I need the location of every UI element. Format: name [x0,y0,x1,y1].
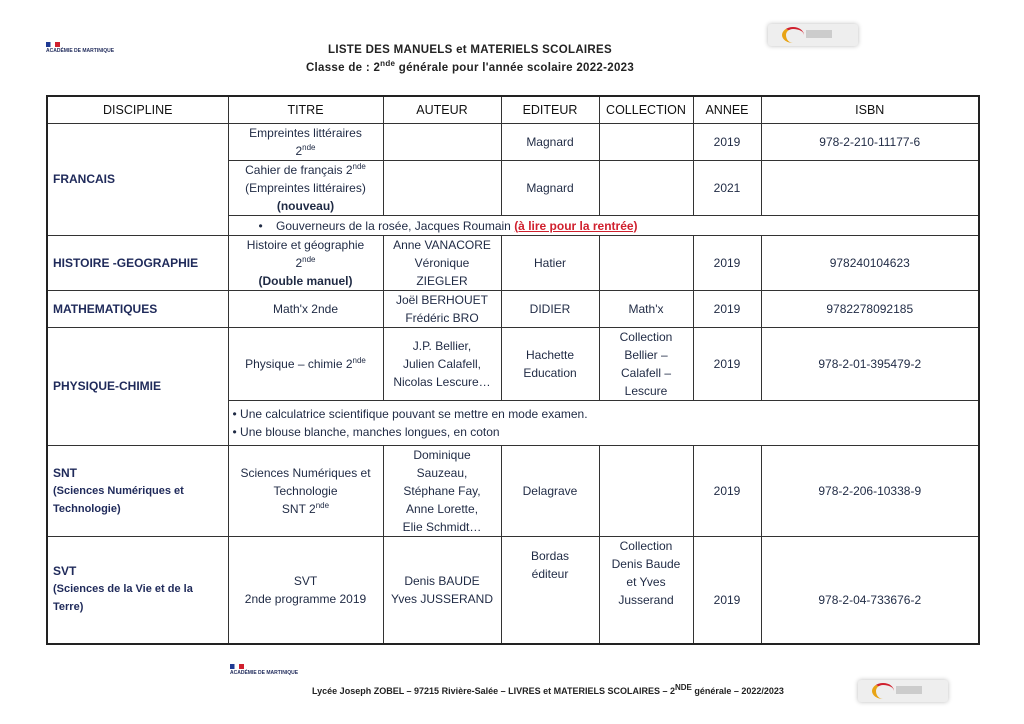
table-row: PHYSIQUE-CHIMIE Physique – chimie 2nde J.P. Bellier, Julien Calafell, Nicolas Lescure… Hachette Education Collection Bellier – Calafell – Lescure 2019 978-2-01-395479-2 [47,328,979,401]
col-annee: ANNEE [693,96,761,124]
col-isbn: ISBN [761,96,979,124]
book-list-table [46,95,980,645]
footer-lycee-logo [858,680,948,702]
table-header [47,96,979,124]
col-auteur: AUTEUR [383,96,501,124]
table-row-note: • Une calculatrice scientifique pouvant se mettre en mode examen. • Une blouse blanche, manches longues, en coton [47,401,979,446]
table-row-note: • Gouverneurs de la rosée, Jacques Roumain (à lire pour la rentrée) [47,216,979,236]
col-discipline: DISCIPLINE [47,96,228,124]
table-row: MATHEMATIQUES Math'x 2nde Joël BERHOUET Frédéric BRO DIDIER Math'x 2019 9782278092185 [47,291,979,328]
logo-text: ACADÉMIE DE MARTINIQUE [230,670,299,676]
page-subtitle: Classe de : 2nde générale pour l'année scolaire 2022-2023 [305,59,635,74]
col-titre: TITRE [228,96,383,124]
logo-text: ACADÉMIE DE MARTINIQUE [46,48,115,54]
table-row: FRANCAIS Empreintes littéraires 2nde Magnard 2019 978-2-210-11177-6 [47,124,979,161]
discipline-francais: FRANCAIS [47,124,228,236]
table-row: SNT (Sciences Numériques et Technologie) Sciences Numériques et Technologie SNT 2nde Dominique Sauzeau, Stéphane Fay, Anne Lorette, Elie Schmidt… Delagrave 2019 978-2-206-10338-9 [47,446,979,537]
table-row: Cahier de français 2nde (Empreintes littéraires) (nouveau) Magnard 2021 [47,161,979,216]
lycee-logo [768,24,858,46]
footer-text: Lycée Joseph ZOBEL – 97215 Rivière-Salée – LIVRES et MATERIELS SCOLAIRES – 2NDE générale – 2022/2023 [312,683,784,696]
table-row: HISTOIRE -GEOGRAPHIE Histoire et géographie 2nde (Double manuel) Anne VANACORE Véronique ZIEGLER Hatier 2019 978240104623 [47,236,979,291]
page-title: LISTE DES MANUELS et MATERIELS SCOLAIRES [328,44,612,56]
footer-academie-logo [230,664,298,676]
col-collection: COLLECTION [599,96,693,124]
table-row: SVT (Sciences de la Vie et de la Terre) SVT 2nde programme 2019 Denis BAUDE Yves JUSSERAND Bordas éditeur Collection Denis Baude et Yves Jusserand 2019 978-2-04-733676-2 [47,537,979,644]
col-editeur: EDITEUR [501,96,599,124]
